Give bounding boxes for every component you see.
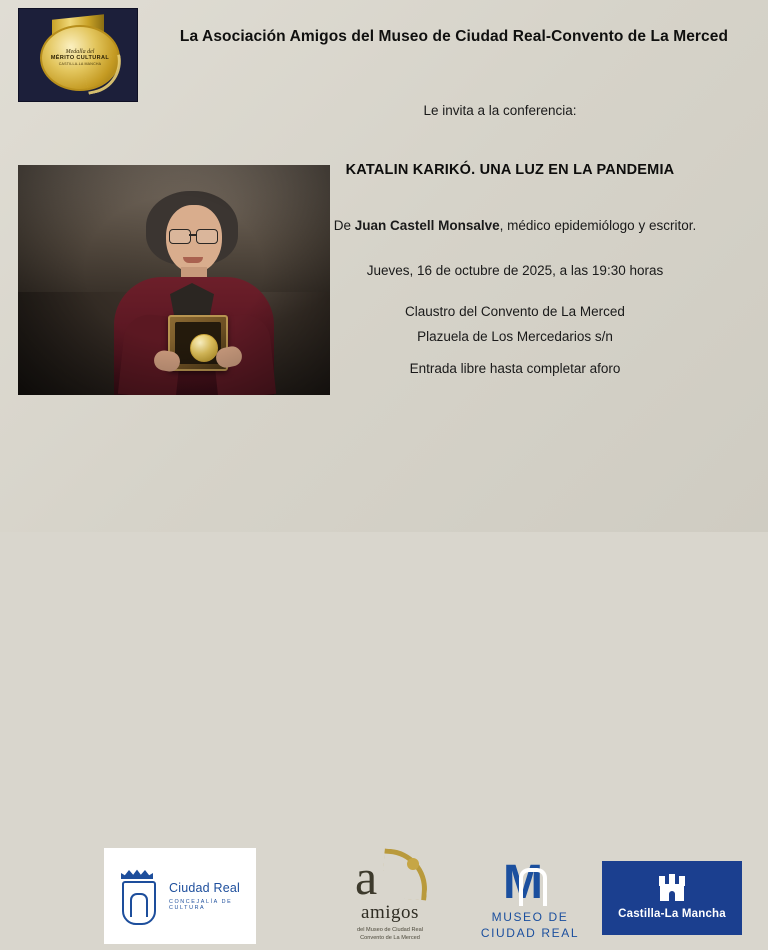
amigos-letter-a: a: [355, 849, 378, 905]
amigos-subtitle-line-1: del Museo de Ciudad Real: [357, 927, 423, 933]
medal-line-2: MÉRITO CULTURAL: [50, 55, 110, 62]
sponsor-logo-row: [0, 424, 768, 942]
amigos-curve-icon: [381, 848, 429, 900]
speaker-name: Juan Castell Monsalve: [354, 218, 500, 233]
museo-mark-icon: [503, 856, 557, 909]
ciudad-real-text: [169, 881, 256, 912]
ciudad-real-name: Ciudad Real: [169, 880, 240, 895]
merit-medal-logo: [18, 8, 138, 102]
invitation-line: Le invita a la conferencia:: [423, 103, 577, 118]
medal-swoosh-icon: [82, 54, 127, 94]
gate-icon: [130, 893, 148, 917]
castle-door: [669, 891, 675, 901]
event-datetime: Jueves, 16 de octubre de 2025, a las 19:30 horas: [366, 263, 664, 278]
photo-vignette: [18, 165, 330, 395]
amigos-subtitle-line-2: Convento de La Merced: [360, 935, 420, 942]
medal-line-3: CASTILLA-LA MANCHA: [58, 62, 102, 67]
ciudad-real-subtitle: CONCEJALÍA DE CULTURA: [169, 898, 233, 911]
speaker-photo: [18, 165, 330, 395]
amigos-wordmark: amigos: [361, 902, 419, 923]
venue-line-1: Claustro del Convento de La Merced: [405, 304, 625, 319]
organization-title: La Asociación Amigos del Museo de Ciudad Real-Convento de La Merced: [179, 28, 729, 45]
castle-icon: [657, 876, 687, 902]
logo-ciudad-real: [104, 848, 256, 944]
logo-castilla-la-mancha: [602, 861, 742, 935]
admission-note: Entrada libre hasta completar aforo: [409, 361, 621, 376]
museo-letter-m: M: [503, 856, 541, 909]
medal-graphic: [26, 15, 130, 95]
logo-amigos: [330, 848, 450, 950]
conference-title: KATALIN KARIKÓ. UNA LUZ EN LA PANDEMIA: [345, 162, 675, 178]
amigos-dot-icon: [407, 858, 419, 870]
amigos-subtitle: [357, 926, 423, 943]
museo-arch-icon: [519, 868, 547, 906]
speaker-suffix: , médico epidemiólogo y escritor.: [499, 218, 697, 233]
medal-line-1: Medalla del: [65, 49, 95, 56]
speaker-line: [300, 218, 730, 233]
amigos-mark-icon: [353, 850, 427, 906]
shield-icon: [114, 867, 160, 925]
museo-name-line-2: CIUDAD REAL: [480, 926, 580, 940]
venue-line-2: Plazuela de Los Mercedarios s/n: [417, 329, 613, 344]
speaker-prefix: De: [333, 218, 355, 233]
museo-name-line-1: MUSEO DE: [491, 910, 569, 924]
castilla-la-mancha-name: Castilla-La Mancha: [618, 908, 726, 920]
crown-icon: [121, 869, 153, 879]
logo-museo-ciudad-real: [470, 854, 590, 946]
